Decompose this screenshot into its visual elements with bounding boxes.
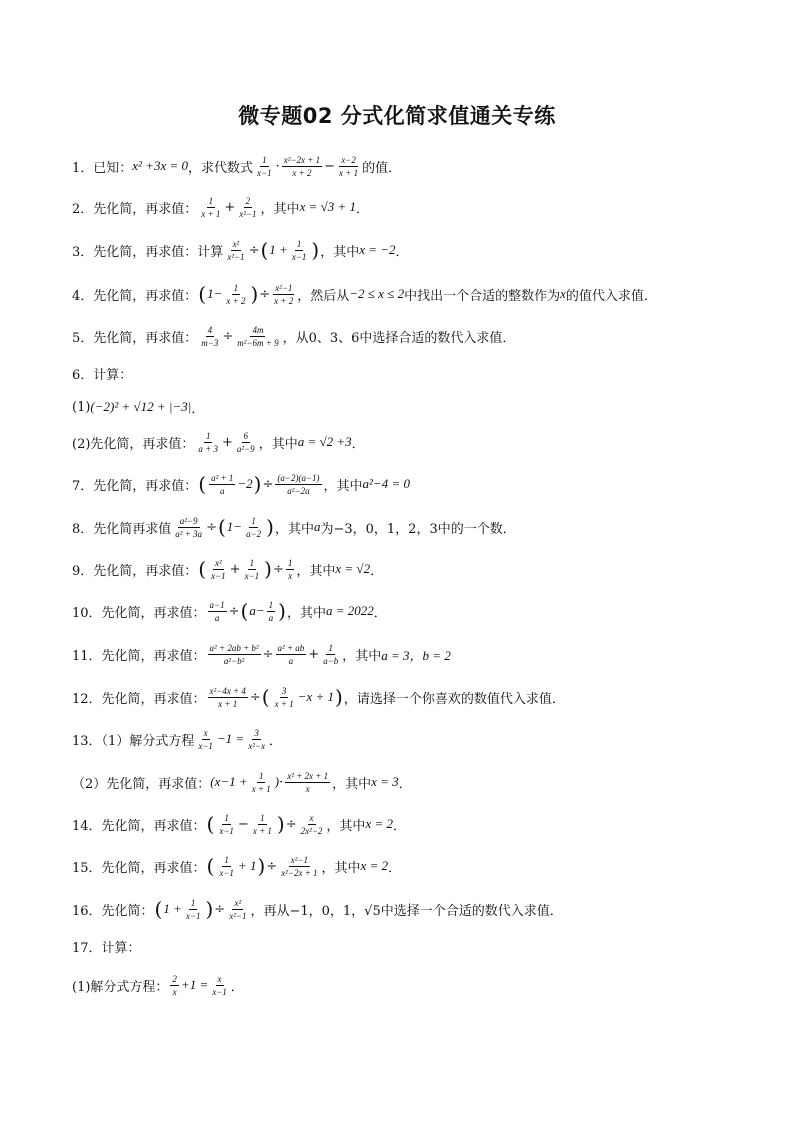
question-line [72, 811, 754, 837]
question-line [72, 726, 754, 752]
question-text: ，其中 [320, 244, 360, 260]
question-text: 为−3，0，1，2，3中的一个数． [320, 521, 516, 537]
fraction-numerator: 2 [172, 973, 177, 984]
parenthesis: ) [253, 472, 262, 496]
fraction-numerator: x²−2x + 1 [283, 154, 321, 165]
question-text: ，其中 [321, 860, 361, 876]
fraction-numerator: 1 [268, 599, 274, 610]
fraction [208, 600, 227, 623]
fraction [290, 239, 309, 262]
question-text: ÷ [285, 816, 297, 832]
fraction-numerator: 4 [207, 324, 213, 335]
question-text: 3．先化简，再求值：计算 [72, 244, 224, 260]
fraction-denominator: a²−2a [287, 485, 310, 496]
question-text: ，其中 [286, 605, 326, 621]
parenthesis: ( [154, 897, 163, 921]
math-expression: x = 2 [365, 816, 393, 831]
question-text: ． [351, 436, 365, 452]
fraction [209, 473, 235, 496]
math-expression: ) [274, 774, 280, 789]
question-text: 6．计算： [72, 367, 133, 383]
fraction [276, 643, 307, 666]
question-line [72, 281, 754, 307]
math-expression: −2 [237, 476, 253, 491]
question-line [72, 896, 754, 922]
fraction-denominator: x + 2 [274, 295, 294, 306]
fraction-numerator: x−2 [341, 154, 356, 165]
question-line [72, 933, 754, 959]
question-text: ÷ [206, 519, 217, 535]
fraction-denominator: a²−b² [223, 655, 245, 666]
math-expression: x [560, 286, 566, 301]
fraction [199, 325, 220, 348]
question-text: ÷ [228, 603, 240, 619]
fraction-denominator: x²−x [248, 740, 265, 751]
fraction-denominator: x−1 [257, 167, 272, 178]
fraction-numerator: a²−9 [179, 515, 198, 526]
math-expression: a²−4 = 0 [362, 476, 410, 491]
question-text: ． [230, 979, 244, 995]
fraction-denominator: x²−1 [239, 208, 257, 219]
fraction-denominator: x−1 [185, 910, 201, 921]
fraction [199, 196, 222, 219]
question-text: ，其中 [296, 563, 336, 579]
fraction [273, 686, 296, 709]
question-text: 5．先化简，再求值： [72, 330, 198, 346]
math-expression: a = 3，b = 2 [381, 647, 451, 663]
question-text: + [229, 561, 241, 577]
question-text: ，其中 [274, 521, 314, 537]
parenthesis: ( [206, 812, 215, 836]
question-line [72, 194, 754, 220]
question-text: 4．先化简，再求值： [72, 288, 198, 304]
fraction-numerator: 1 [296, 238, 302, 249]
fraction [286, 558, 295, 581]
fraction-numerator: 1 [328, 642, 333, 653]
fraction [279, 855, 319, 878]
question-text: ÷ [222, 328, 234, 344]
fraction [210, 974, 229, 997]
math-expression: x = 2 [360, 858, 389, 873]
fraction-numerator: x²−4x + 4 [209, 685, 246, 696]
fraction [282, 155, 322, 178]
question-text: 15．先化简，再求值： [72, 860, 206, 876]
question-line [72, 556, 754, 582]
fraction-denominator: x + 1 [251, 783, 271, 794]
parenthesis: ( [240, 599, 249, 623]
fraction-numerator: 3 [281, 685, 287, 696]
fraction-denominator: x + 1 [201, 208, 221, 219]
fraction [299, 813, 325, 836]
fraction-denominator: x−1 [212, 986, 227, 997]
fraction-denominator: x + 1 [339, 167, 359, 178]
fraction-denominator: x−1 [219, 867, 234, 878]
question-text: (1)解分式方程： [72, 979, 169, 995]
fraction [272, 283, 295, 306]
question-text: ． [373, 605, 387, 621]
math-expression: a− [249, 603, 265, 618]
parenthesis: ( [261, 685, 270, 709]
fraction-denominator: a² + 3a [175, 528, 203, 539]
fraction-denominator: m²−6m + 9 [237, 337, 279, 348]
question-text: 1．已知： [72, 160, 133, 176]
fraction-numerator: x [309, 812, 314, 823]
fraction-denominator: m−3 [201, 337, 219, 348]
question-text: ，其中 [326, 818, 366, 834]
parenthesis: ( [260, 238, 269, 262]
question-text: ÷ [259, 286, 271, 302]
question-text: ． [356, 201, 370, 217]
question-line [72, 394, 754, 420]
fraction-numerator: x² [234, 897, 242, 908]
question-text: ． [370, 563, 384, 579]
parenthesis: ) [266, 515, 274, 539]
question-text: + [308, 646, 320, 662]
fraction-numerator: 1 [287, 557, 293, 568]
question-text: · [279, 774, 284, 790]
question-line [72, 598, 754, 624]
fraction [250, 771, 273, 794]
question-text: − [324, 158, 335, 174]
fraction [235, 325, 280, 348]
fraction-numerator: 1 [249, 557, 255, 568]
fraction-denominator: x²−1 [229, 910, 247, 921]
question-line [72, 972, 754, 998]
fraction [173, 516, 204, 539]
fraction-numerator: x²−1 [275, 282, 293, 293]
fraction [255, 155, 274, 178]
fraction-numerator: 1 [258, 770, 264, 781]
fraction [285, 771, 330, 794]
fraction-numerator: 1 [262, 154, 267, 165]
math-expression: −2 ≤ x ≤ 2 [349, 286, 405, 301]
fraction [244, 516, 263, 539]
fraction-denominator: x + 1 [218, 698, 238, 709]
fraction [196, 431, 220, 454]
fraction [225, 239, 246, 262]
fraction-denominator: a [214, 612, 220, 623]
fraction-numerator: 1 [224, 812, 229, 823]
question-text: 8．先化简再求值 [72, 521, 172, 537]
question-text: ，求代数式 [188, 160, 254, 176]
question-text: 2．先化简，再求值： [72, 201, 198, 217]
math-expression: +1 = [180, 977, 209, 992]
fraction-numerator: 1 [233, 282, 239, 293]
question-text: + [224, 199, 236, 215]
math-expression: −1 = [216, 731, 245, 746]
question-text: ，从0、3、6中选择合适的数代入求值． [282, 330, 516, 346]
fraction [235, 431, 257, 454]
question-text: 7．先化简，再求值： [72, 478, 198, 494]
question-line [72, 853, 754, 879]
question-text: ，然后从 [297, 288, 350, 304]
question-text: ． [268, 733, 282, 749]
question-text: 14．先化简，再求值： [72, 818, 206, 834]
fraction-denominator: x−1 [211, 570, 226, 581]
question-text: 的值代入求值． [565, 288, 657, 304]
question-text: ，请选择一个你喜欢的数值代入求值． [343, 691, 565, 707]
fraction-numerator: 6 [243, 430, 249, 441]
parenthesis: ) [311, 238, 320, 262]
math-expression: 1 + [163, 901, 182, 916]
fraction [217, 855, 236, 878]
fraction-denominator: x + 1 [274, 698, 294, 709]
question-line [72, 684, 754, 710]
question-text: ． [395, 244, 409, 260]
fraction-numerator: 1 [190, 897, 196, 908]
question-line [72, 471, 754, 497]
question-text: 10．先化简，再求值： [72, 605, 206, 621]
question-text: 17．计算： [72, 940, 141, 956]
question-text: (2)先化简，再求值： [72, 436, 195, 452]
fraction-numerator: x²−1 [290, 854, 308, 865]
math-expression: x = −2 [359, 242, 396, 257]
fraction-denominator: a [288, 655, 294, 666]
fraction-denominator: x + 2 [226, 295, 246, 306]
question-text: ÷ [214, 901, 226, 917]
fraction-denominator: a−2 [246, 528, 262, 539]
question-text: ÷ [248, 242, 260, 258]
fraction-numerator: 2 [245, 195, 251, 206]
fraction [217, 813, 236, 836]
question-text: ，其中 [258, 436, 298, 452]
question-text: ，其中 [332, 776, 372, 792]
question-line [72, 360, 754, 386]
question-text: − [237, 816, 249, 832]
question-text: (1) [72, 399, 91, 415]
parenthesis: ( [198, 472, 207, 496]
fraction [208, 686, 248, 709]
fraction [321, 643, 340, 666]
fraction-denominator: x [172, 986, 177, 997]
fraction-denominator: x−1 [219, 825, 234, 836]
fraction-numerator: (a−2)(a−1) [277, 472, 320, 483]
fraction-denominator: x [288, 570, 293, 581]
question-line [72, 323, 754, 349]
fraction-numerator: 1 [224, 854, 229, 865]
fraction-denominator: x [305, 783, 310, 794]
parenthesis: ( [217, 515, 226, 539]
parenthesis: ( [198, 557, 207, 581]
fraction-numerator: x [203, 727, 208, 738]
question-text: ． [392, 818, 406, 834]
fraction-denominator: x−1 [244, 570, 260, 581]
parenthesis: ) [278, 599, 286, 623]
question-text: ． [191, 401, 205, 417]
fraction [170, 974, 179, 997]
question-line [72, 769, 754, 795]
question-text: ÷ [249, 689, 261, 705]
math-expression: x = √3 + 1 [299, 199, 357, 214]
parenthesis: ) [276, 812, 285, 836]
question-line [72, 641, 754, 667]
fraction-numerator: 1 [205, 430, 211, 441]
math-expression: + 1 [237, 858, 257, 873]
fraction-denominator: a [268, 612, 274, 623]
fraction [251, 813, 274, 836]
fraction-numerator: x² + 2x + 1 [287, 770, 329, 781]
fraction-numerator: 4m [252, 324, 264, 335]
fraction-numerator: 1 [208, 195, 214, 206]
math-expression: a [313, 519, 321, 534]
parenthesis: ( [206, 854, 215, 878]
question-text: ÷ [262, 646, 274, 662]
fraction-denominator: x²−2x + 1 [281, 867, 318, 878]
fraction [227, 898, 248, 921]
math-expression: x² +3x = 0 [132, 158, 189, 173]
fraction-numerator: x² [232, 238, 240, 249]
question-text: + [222, 434, 233, 450]
math-expression: −x + 1 [297, 689, 335, 704]
question-text: 11．先化简，再求值： [72, 648, 206, 664]
fraction-denominator: a−b [323, 655, 339, 666]
fraction-denominator: a²−9 [236, 443, 255, 454]
math-expression: a = 2022 [325, 603, 374, 618]
question-text: 12．先化简，再求值： [72, 691, 206, 707]
fraction [224, 283, 247, 306]
question-text: ÷ [266, 858, 278, 874]
fraction-denominator: x−1 [198, 740, 213, 751]
parenthesis: ) [205, 897, 214, 921]
question-text: 中找出一个合适的整数作为 [404, 288, 561, 304]
math-expression: 1− [207, 286, 223, 301]
fraction [267, 600, 276, 623]
fraction-numerator: a² + 1 [211, 472, 234, 483]
fraction-numerator: a−1 [209, 599, 225, 610]
fraction [196, 728, 215, 751]
math-expression: a = √2 +3 [297, 434, 352, 449]
parenthesis: ) [335, 685, 343, 709]
fraction-numerator: x² [215, 557, 222, 568]
fraction [246, 728, 267, 751]
parenthesis: ) [264, 557, 272, 581]
math-expression: (−2)² + √12 + |−3| [90, 399, 192, 414]
fraction [184, 898, 203, 921]
question-line [72, 429, 754, 455]
fraction-numerator: a² + ab [277, 642, 305, 653]
math-expression: (x−1 + [210, 774, 248, 789]
question-text: ，其中 [323, 478, 363, 494]
question-text: 13．（1）解分式方程 [72, 733, 195, 749]
fraction-numerator: 3 [254, 727, 259, 738]
question-text: ÷ [272, 561, 284, 577]
math-expression: 1− [226, 519, 243, 534]
question-text: ，再从−1，0，1，√5中选择一个合适的数代入求值． [250, 903, 563, 919]
question-text: 16．先化简： [72, 903, 154, 919]
fraction-denominator: a + 3 [198, 443, 218, 454]
fraction-denominator: x + 2 [292, 167, 312, 178]
parenthesis: ) [250, 282, 259, 306]
fraction [237, 196, 258, 219]
question-line [72, 237, 754, 263]
fraction-denominator: a [219, 485, 225, 496]
fraction-denominator: x−1 [291, 251, 307, 262]
fraction-numerator: x [217, 973, 222, 984]
fraction-numerator: a² + 2ab + b² [209, 642, 259, 653]
question-text: ，其中 [260, 201, 300, 217]
fraction [209, 558, 228, 581]
document-title: 微专题02 分式化简求值通关专练 [238, 104, 556, 128]
question-text: ． [388, 860, 402, 876]
parenthesis: ) [257, 854, 266, 878]
fraction-denominator: x²−1 [227, 251, 245, 262]
question-text: · [275, 158, 280, 174]
question-line [72, 514, 754, 540]
question-text: ÷ [262, 476, 274, 492]
fraction-numerator: 1 [251, 515, 256, 526]
math-expression: x = √2 [335, 561, 371, 576]
fraction [208, 643, 261, 666]
question-line [72, 153, 754, 179]
fraction [337, 155, 360, 178]
math-expression: 1 + [269, 242, 288, 257]
fraction-denominator: x + 1 [252, 825, 272, 836]
fraction [243, 558, 262, 581]
question-text: 的值． [362, 160, 402, 176]
question-text: 9．先化简，再求值： [72, 563, 198, 579]
question-text: ，其中 [342, 648, 382, 664]
fraction [275, 473, 321, 496]
fraction-denominator: 2x²−2 [300, 825, 323, 836]
question-text: ． [398, 776, 412, 792]
parenthesis: ( [198, 282, 207, 306]
fraction-numerator: 1 [260, 812, 265, 823]
question-text: （2）先化简，再求值： [72, 776, 211, 792]
math-expression: x = 3 [371, 774, 399, 789]
